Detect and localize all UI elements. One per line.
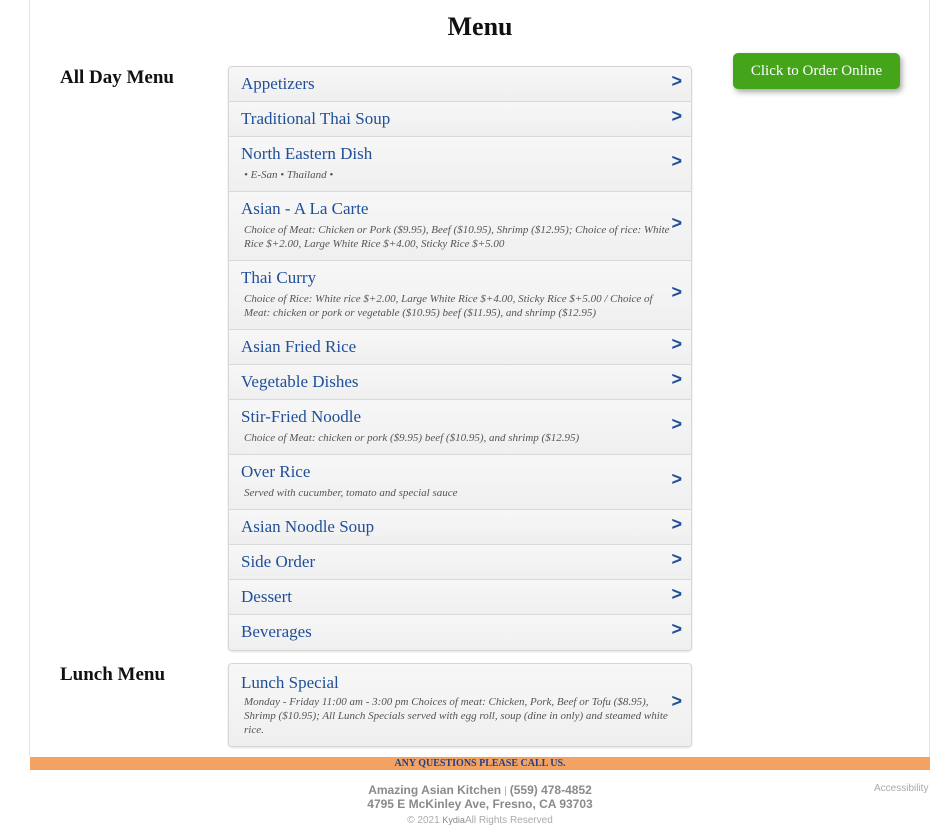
menu-category-dessert[interactable] bbox=[229, 580, 691, 615]
footer-separator: | bbox=[504, 786, 507, 797]
order-online-button[interactable]: Click to Order Online bbox=[733, 53, 900, 89]
category-title: Asian Fried Rice bbox=[241, 337, 357, 356]
chevron-right-icon: > bbox=[671, 691, 682, 711]
category-title: Side Order bbox=[241, 552, 316, 571]
category-title: Asian Noodle Soup bbox=[241, 517, 375, 536]
category-title: Thai Curry bbox=[241, 268, 317, 287]
chevron-right-icon: > bbox=[671, 213, 682, 233]
chevron-right-icon: > bbox=[671, 151, 682, 171]
menu-category-north-eastern-dish[interactable] bbox=[229, 137, 691, 192]
category-description: Choice of Meat: chicken or pork ($9.95) beef ($10.95), and shrimp ($12.95) bbox=[244, 432, 580, 444]
menu-category-over-rice[interactable] bbox=[229, 455, 691, 510]
menu-category-asian-noodle-soup[interactable] bbox=[229, 510, 691, 545]
footer-contact bbox=[0, 783, 945, 797]
category-title: Over Rice bbox=[241, 462, 311, 481]
chevron-right-icon: > bbox=[671, 469, 682, 489]
category-title: Dessert bbox=[241, 587, 292, 606]
chevron-right-icon: > bbox=[671, 334, 682, 354]
lunch-menu-heading: Lunch Menu bbox=[60, 664, 166, 685]
footer-copyright bbox=[0, 815, 945, 826]
category-description: Choice of Meat: Chicken or Pork ($9.95), Beef ($10.95), Shrimp ($12.95); Choice of rice: White Rice $+2.00, Large White Rice $+4.00, Sticky Rice $+5.00 bbox=[244, 224, 670, 250]
page-title: Menu bbox=[447, 12, 513, 41]
category-description: Monday - Friday 11:00 am - 3:00 pm Choices of meat: Chicken, Pork, Beef or Tofu ($8.95), Shrimp ($10.95); All Lunch Specials served with egg roll, soup (dine in only) and steamed white rice. bbox=[244, 696, 668, 736]
category-description: • E-San • Thailand • bbox=[244, 169, 334, 181]
category-title: Traditional Thai Soup bbox=[241, 109, 391, 128]
menu-category-lunch-special[interactable] bbox=[229, 664, 691, 746]
accessibility-link[interactable]: Accessibility bbox=[874, 783, 929, 794]
copyright-text: © 2021 bbox=[407, 815, 440, 826]
menu-category-beverages[interactable] bbox=[229, 615, 691, 650]
chevron-right-icon: > bbox=[671, 369, 682, 389]
category-title: North Eastern Dish bbox=[241, 144, 373, 163]
chevron-right-icon: > bbox=[671, 514, 682, 534]
chevron-right-icon: > bbox=[671, 282, 682, 302]
all-day-menu-list bbox=[228, 66, 692, 651]
chevron-right-icon: > bbox=[671, 584, 682, 604]
menu-category-asian-a-la-carte[interactable] bbox=[229, 192, 691, 261]
rights-text: All Rights Reserved bbox=[464, 815, 553, 826]
all-day-menu-heading: All Day Menu bbox=[60, 67, 174, 88]
chevron-right-icon: > bbox=[671, 549, 682, 569]
chevron-right-icon: > bbox=[671, 414, 682, 434]
menu-category-asian-fried-rice[interactable] bbox=[229, 330, 691, 365]
chevron-right-icon: > bbox=[671, 71, 682, 91]
phone-link[interactable]: (559) 478-4852 bbox=[509, 783, 592, 797]
category-title: Vegetable Dishes bbox=[241, 372, 359, 391]
category-title: Beverages bbox=[241, 622, 312, 641]
category-title: Appetizers bbox=[241, 74, 315, 93]
kydia-link[interactable]: Kydia bbox=[442, 815, 465, 825]
restaurant-name: Amazing Asian Kitchen bbox=[368, 783, 502, 797]
lunch-menu-list bbox=[228, 663, 692, 747]
category-title: Stir-Fried Noodle bbox=[241, 407, 362, 426]
menu-category-stir-fried-noodle[interactable] bbox=[229, 400, 691, 455]
notice-bar: ANY QUESTIONS PLEASE CALL US. bbox=[30, 757, 930, 770]
menu-category-vegetable-dishes[interactable] bbox=[229, 365, 691, 400]
chevron-right-icon: > bbox=[671, 619, 682, 639]
category-description: Served with cucumber, tomato and special sauce bbox=[244, 487, 458, 499]
chevron-right-icon: > bbox=[671, 106, 682, 126]
menu-category-appetizers[interactable] bbox=[229, 67, 691, 102]
category-title: Asian - A La Carte bbox=[241, 199, 369, 218]
menu-category-traditional-thai-soup[interactable] bbox=[229, 102, 691, 137]
category-title: Lunch Special bbox=[241, 673, 339, 692]
footer-address: 4795 E McKinley Ave, Fresno, CA 93703 bbox=[367, 797, 593, 811]
menu-category-thai-curry[interactable] bbox=[229, 261, 691, 330]
menu-category-side-order[interactable] bbox=[229, 545, 691, 580]
category-description: Choice of Rice: White rice $+2.00, Large White Rice $+4.00, Sticky Rice $+5.00 / Choice of Meat: chicken or pork or vegetable ($10.95) beef ($11.95), and shrimp ($12.95) bbox=[244, 293, 653, 319]
